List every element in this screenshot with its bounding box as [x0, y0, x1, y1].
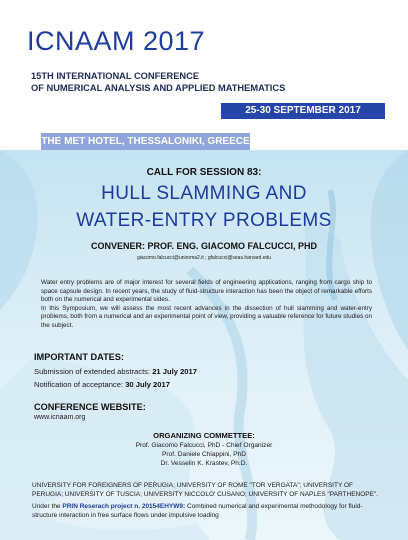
notification-deadline-date: 30 July 2017	[125, 380, 170, 389]
prin-project-description: Combined numerical and experimental methodology for fluid-structure interaction in free surface flows under impulsive loading	[32, 503, 363, 519]
conference-website-link[interactable]: www.icnaam.org	[34, 414, 86, 421]
submission-deadline	[34, 367, 197, 376]
session-title	[0, 180, 408, 234]
important-dates-heading: IMPORTANT DATES:	[34, 352, 124, 362]
venue-banner: THE MET HOTEL, THESSALONIKI, GREECE	[41, 133, 250, 150]
conference-subtitle-line2: OF NUMERICAL ANALYSIS AND APPLIED MATHEMATICS	[31, 83, 286, 93]
conference-subtitle	[31, 70, 285, 94]
prin-project-id: PRIN Reserach project n. 20154EHYW9:	[62, 503, 186, 510]
conference-website-heading: CONFERENCE WEBSITE:	[34, 402, 146, 412]
session-title-line2: WATER-ENTRY PROBLEMS	[76, 210, 332, 231]
universities-list: UNIVERSITY FOR FOREIGNERS OF PERUGIA; UNIVERSITY OF ROME "TOR VERGATA"; UNIVERSITY OF PERUGIA; UNIVERSITY OF TUSCIA; UNIVERSITY NICCOLO' CUSANO; UNIVERSITY OF NAPLES "PARTHENOPE".	[32, 482, 379, 498]
prin-prefix: Under the	[32, 503, 63, 510]
organizing-committee-heading: ORGANIZING COMMETTEE:	[153, 431, 255, 440]
convener-emails: giacomo.falcucci@uniroma2.it ; gfalcucci@seas.harvard.edu	[136, 255, 272, 261]
prin-project-note	[32, 502, 382, 520]
notification-deadline	[34, 380, 170, 389]
submission-deadline-label: Submission of extended abstracts:	[34, 367, 153, 376]
convener-line: CONVENER: PROF. ENG. GIACOMO FALCUCCI, PHD	[90, 241, 317, 251]
submission-deadline-date: 21 July 2017	[152, 367, 197, 376]
conference-subtitle-line1: 15TH INTERNATIONAL CONFERENCE	[31, 71, 200, 81]
notification-deadline-label: Notification of acceptance:	[34, 380, 126, 389]
session-description-paragraph1: Water entry problems are of major interest for several fields of engineering applications, ranging from cargo ship to space capsule design. In recent years, the study of fluid-structure interaction has been the object of remarkable efforts both on the numerical and experimental sides.	[41, 279, 372, 304]
call-for-session-label: CALL FOR SESSION 83:	[146, 167, 262, 178]
session-description	[41, 279, 372, 331]
session-title-line1: HULL SLAMMING AND	[101, 183, 307, 204]
conference-dates-banner: 25-30 SEPTEMBER 2017	[221, 103, 385, 119]
committee-member: Prof. Giacomo Falcucci, PhD - Chief Organizer	[135, 442, 273, 449]
committee-member: Prof. Daniele Chiappini, PhD	[162, 451, 246, 458]
committee-member: Dr. Vesselin K. Krastev, Ph.D.	[160, 460, 248, 467]
session-description-paragraph2: In this Symposium, we will assess the most recent advances in the dissection of hull slamming and water-entry problems, both from a numerical and an experimental point of view, providing a valuable reference for future studies on the subject.	[41, 304, 372, 329]
conference-title: ICNAAM 2017	[27, 26, 206, 56]
